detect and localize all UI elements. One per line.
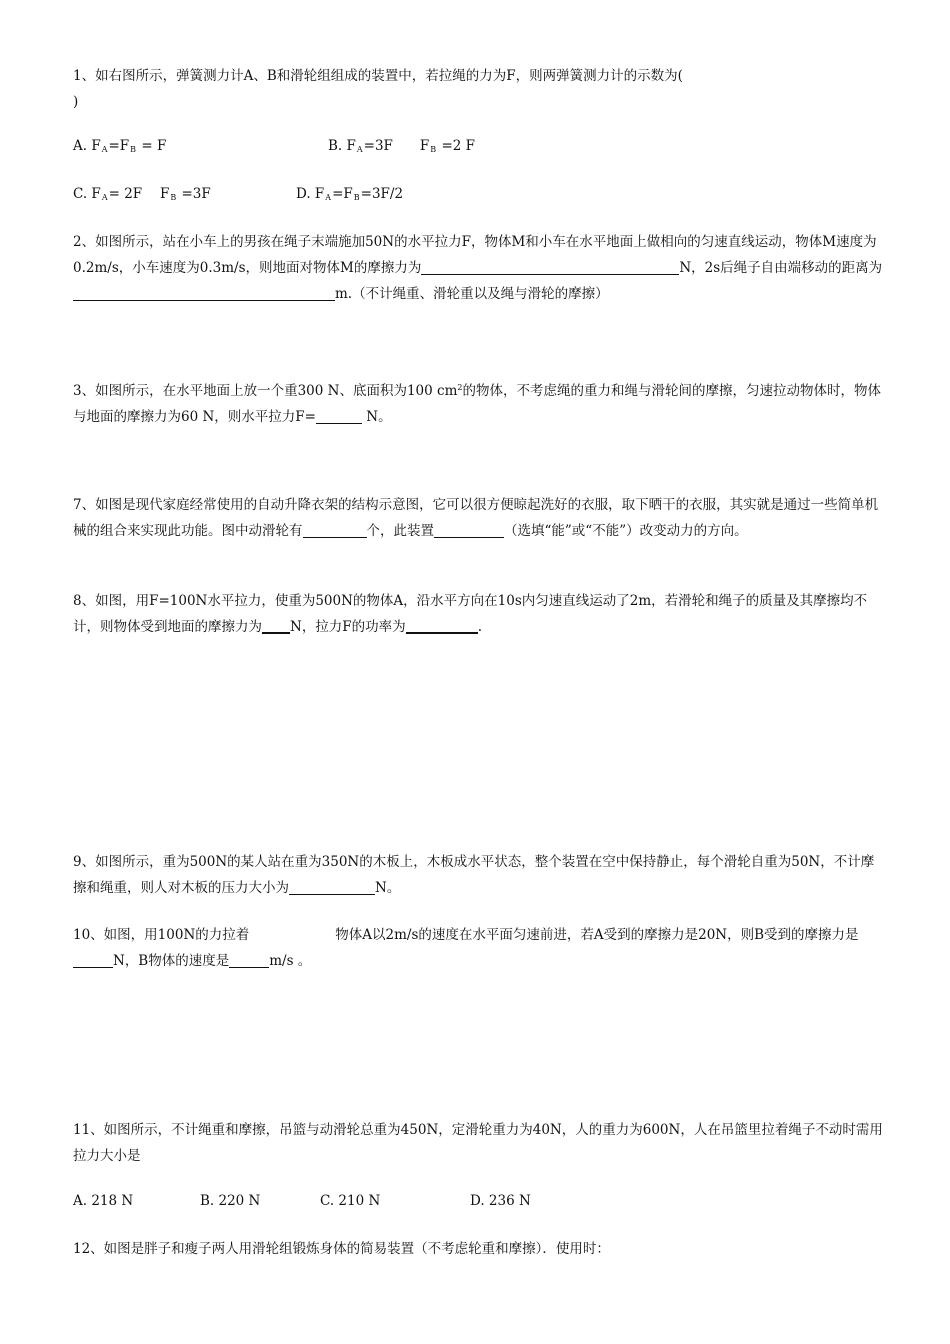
question-1-option-d[interactable]: D. $F_A=F_B=3F/2$ [296,186,404,202]
answer-blank[interactable] [73,951,113,968]
answer-blank[interactable] [73,284,335,301]
question-11-option-a[interactable]: A. 218 N [73,1193,134,1209]
question-11-option-d[interactable]: D. 236 N [470,1193,531,1209]
answer-blank[interactable] [289,878,375,895]
question-11-options [73,1188,885,1214]
question-3: 3、如图所示，在水平地面上放一个重300 N、底面积为100 $cm^2$的物体，不考虑绳的重力和绳与滑轮间的摩擦，匀速拉动物体时，物体与地面的摩擦力为60 N，则水平拉力F= N。 [73,383,881,425]
answer-blank[interactable] [434,521,504,538]
question-10: 10、如图，用100N的力拉着 物体A以2m/s的速度在水平面匀速前进，若A受到的摩擦力是20N，则B受到的摩擦力是N，B物体的速度是 m/s 。 [73,927,859,969]
question-1-option-c[interactable]: C. $F_A= 2F$ $F_B =3F$ [73,186,211,202]
question-2: 2、如图所示，站在小车上的男孩在绳子末端施加50N的水平拉力F，物体M和小车在水平地面上做相向的匀速直线运动，物体M速度为0.2m/s，小车速度为0.3m/s，则地面对物体M的摩擦力为 N，2s后绳子自由端移动的距离为m.（不计绳重、滑轮重以及绳与滑轮的摩擦） [73,234,883,302]
answer-blank[interactable] [303,521,367,538]
answer-blank[interactable] [262,616,290,634]
question-11-stem: 11、如图所示，不计绳重和摩擦，吊篮与动滑轮总重为450N，定滑轮重力为40N，人的重力为600N，人在吊篮里拉着绳子不动时需用拉力大小是 [73,1122,883,1164]
answer-blank[interactable] [229,951,269,968]
question-1-option-a[interactable]: A. $F_A=F_B = F$ [73,138,167,154]
answer-blank[interactable] [406,616,478,634]
question-1-options-row-2 [73,181,885,207]
answer-blank[interactable] [421,258,679,275]
question-12-stem: 12、如图是胖子和瘦子两人用滑轮组锻炼身体的简易装置（不考虑轮重和摩擦）．使用时： [73,1241,610,1257]
question-1-options-row-1 [73,133,885,159]
question-1-option-b[interactable]: B. $F_A=3F$ $F_B =2$ F [328,138,476,154]
question-7: 7、如图是现代家庭经常使用的自动升降衣架的结构示意图，它可以很方便晾起洗好的衣服，取下晒干的衣服，其实就是通过一些简单机械的组合来实现此功能。图中动滑轮有 个，此装置 （选填“能”或“不能”）改变动力的方向。 [73,497,879,539]
question-9: 9、如图所示，重为500N的某人站在重为350N的木板上，木板成水平状态，整个装置在空中保持静止，每个滑轮自重为50N，不计摩擦和绳重，则人对木板的压力大小为 N。 [73,854,875,896]
question-11-option-b[interactable]: B. 220 N [200,1193,261,1209]
question-11-option-c[interactable]: C. 210 N [320,1193,381,1209]
answer-blank[interactable] [316,407,362,424]
question-8: 8、如图，用F=100N水平拉力，使重为500N的物体A，沿水平方向在10s内匀速直线运动了2m，若滑轮和绳子的质量及其摩擦均不计，则物体受到地面的摩擦力为 N，拉力F的功率为 . [73,593,868,635]
question-1-stem: 1、如右图所示，弹簧测力计A、B和滑轮组组成的装置中，若拉绳的力为F，则两弹簧测力计的示数为( ) [73,68,683,110]
